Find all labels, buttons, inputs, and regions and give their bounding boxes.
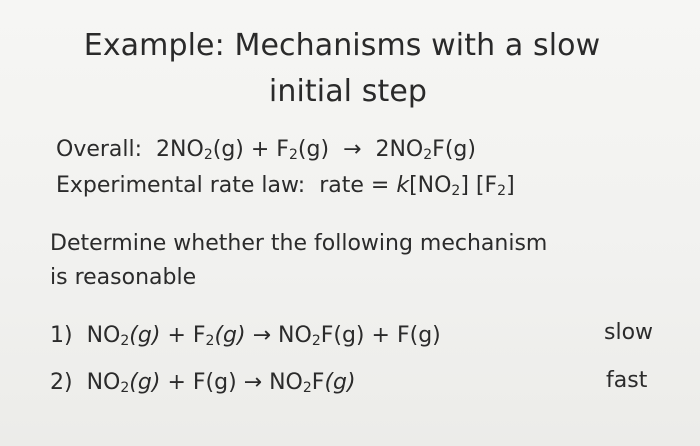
subscript: 2 <box>451 183 461 199</box>
rate-law-part: ] <box>506 173 515 198</box>
slide-title-line1: Example: Mechanisms with a slow <box>83 28 601 63</box>
step-state: (g) <box>214 323 246 348</box>
mechanism-step-2 <box>50 368 356 398</box>
step-1-rate: slow <box>604 320 654 345</box>
rate-law <box>56 171 515 201</box>
overall-part: 2NO <box>375 137 424 162</box>
question-line1: Determine whether the following mechanism <box>50 231 548 256</box>
overall-part: (g) <box>297 137 330 162</box>
reaction-arrow: → <box>243 370 263 395</box>
step-part: F(g) <box>320 323 365 348</box>
step-part: NO <box>86 370 121 395</box>
step-number: 2) <box>50 370 73 395</box>
step-state: (g) <box>129 370 161 395</box>
subscript: 2 <box>288 147 298 163</box>
step-part: NO <box>86 323 121 348</box>
rate-law-part: rate = <box>319 173 390 198</box>
rate-law-part: [NO <box>409 173 452 198</box>
mechanism-step-1 <box>50 321 441 351</box>
subscript: 2 <box>302 380 312 396</box>
overall-part: F(g) <box>432 137 476 162</box>
subscript: 2 <box>120 333 130 349</box>
overall-part: (g) + F <box>212 137 289 162</box>
overall-part: 2NO <box>156 137 204 162</box>
step-part: + F(g) <box>167 370 237 395</box>
overall-reaction <box>56 135 476 165</box>
reaction-arrow: → <box>252 323 272 348</box>
step-state: (g) <box>324 370 356 395</box>
subscript: 2 <box>497 183 507 199</box>
step-state: (g) <box>129 323 161 348</box>
step-part: F <box>311 370 325 395</box>
subscript: 2 <box>120 380 130 396</box>
step-2-rate: fast <box>606 368 648 393</box>
rate-law-part: ] [F <box>460 173 498 198</box>
question-line2: is reasonable <box>50 265 197 290</box>
subscript: 2 <box>311 333 321 349</box>
slide-title-line2: initial step <box>268 74 428 109</box>
step-part: NO <box>269 370 303 395</box>
step-part: + F(g) <box>371 323 441 348</box>
subscript: 2 <box>423 147 433 163</box>
rate-constant: k <box>396 173 410 198</box>
step-part: + F <box>167 323 206 348</box>
subscript: 2 <box>205 333 215 349</box>
step-part: NO <box>278 323 312 348</box>
step-number: 1) <box>50 323 73 348</box>
overall-label: Overall: <box>56 137 143 162</box>
reaction-arrow: → <box>343 137 362 162</box>
rate-law-label: Experimental rate law: <box>56 173 306 198</box>
subscript: 2 <box>203 147 213 163</box>
